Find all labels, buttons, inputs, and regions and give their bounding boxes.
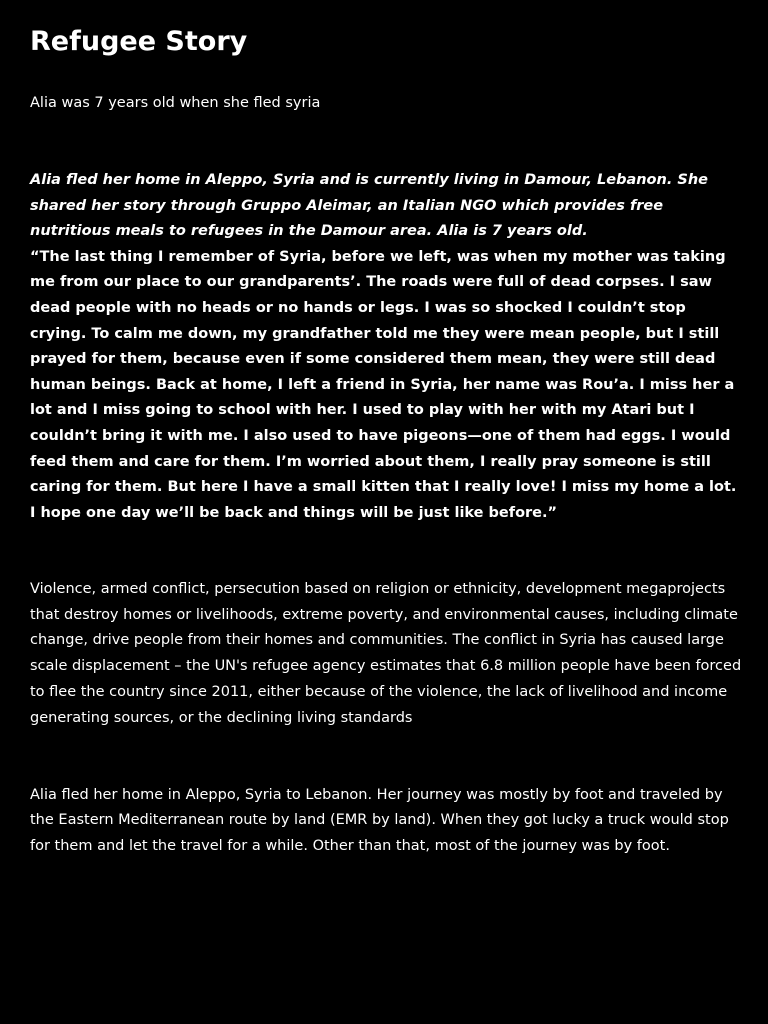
page-subtitle: Alia was 7 years old when she fled syria bbox=[30, 95, 321, 111]
story-block bbox=[30, 168, 742, 526]
context-paragraph-1: Violence, armed conflict, persecution based on religion or ethnicity, development megaprojects that destroy homes or livelihoods, extreme poverty, and environmental causes, including climate change, drive people from their homes and communities. The conflict in Syria has caused large scale displacement – the UN's refugee agency estimates that 6.8 million people have been forced to flee the country since 2011, either because of the violence, the lack of livelihood and income generating sources, or the declining living standards bbox=[30, 581, 742, 726]
page-title: Refugee Story bbox=[30, 26, 248, 57]
story-quote: “The last thing I remember of Syria, before we left, was when my mother was taking me from our place to our grandparents’. The roads were full of dead corpses. I saw dead people with no heads or no hands or legs. I was so shocked I couldn’t stop crying. To calm me down, my grandfather told me they were mean people, but I still prayed for them, because even if some considered them mean, they were still dead human beings. Back at home, I left a friend in Syria, her name was Rou’a. I miss her a lot and I miss going to school with her. I used to play with her with my Atari but I couldn’t bring it with me. I also used to have pigeons—one of them had eggs. I would feed them and care for them. I’m worried about them, I really pray someone is still caring for them. But here I have a small kitten that I really love! I miss my home a lot. I hope one day we’ll be back and things will be just like before.” bbox=[30, 248, 737, 521]
context-paragraph-2: Alia fled her home in Aleppo, Syria to Lebanon. Her journey was mostly by foot and traveled by the Eastern Mediterranean route by land (EMR by land). When they got lucky a truck would stop for them and let the travel for a while. Other than that, most of the journey was by foot. bbox=[30, 787, 729, 854]
story-intro: Alia fled her home in Aleppo, Syria and is currently living in Damour, Lebanon. She shared her story through Gruppo Aleimar, an Italian NGO which provides free nutritious meals to refugees in the Damour area. Alia is 7 years old. bbox=[30, 172, 709, 240]
